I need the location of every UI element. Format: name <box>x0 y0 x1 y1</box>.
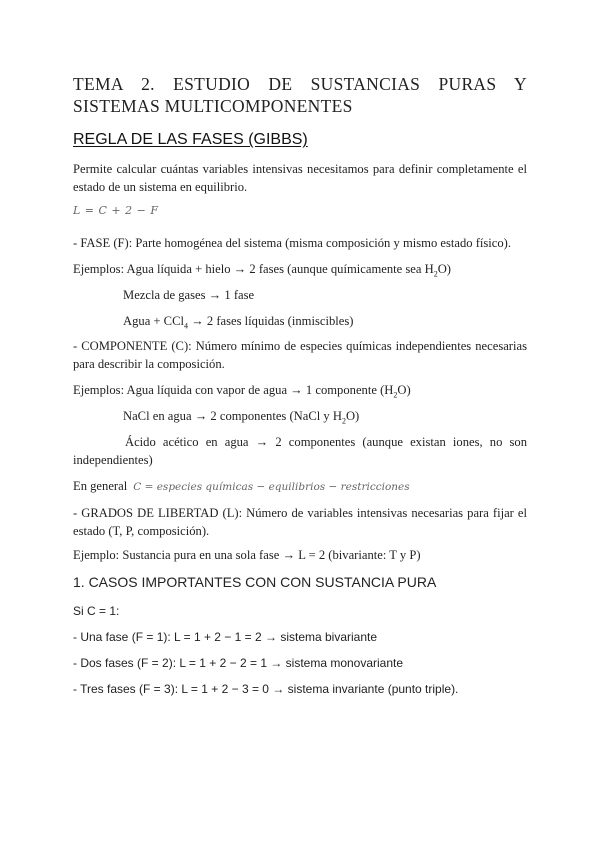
intro-paragraph: Permite calcular cuántas variables intensivas necesitamos para definir completamente el estado de un sistema en equilibrio. <box>73 162 527 194</box>
case-three-phases: - Tres fases (F = 3): L = 1 + 2 − 3 = 0 → sistema invariante (punto triple). <box>73 682 459 696</box>
subscript: 4 <box>183 321 188 331</box>
subscript: 2 <box>393 390 398 400</box>
componente-example-2-suffix: O) <box>345 409 360 423</box>
fase-example-3-suffix: → 2 fases líquidas (inmiscibles) <box>187 314 354 328</box>
section-1-title: 1. CASOS IMPORTANTES CON CON SUSTANCIA PURA <box>73 574 437 590</box>
section-1-condition: Si C = 1: <box>73 604 120 618</box>
componente-definition: - COMPONENTE (C): Número mínimo de especies químicas independientes necesarias para describir la composición. <box>73 339 527 371</box>
componente-example-2-text: NaCl en agua → 2 componentes (NaCl y H <box>123 409 342 423</box>
document-title: TEMA 2. ESTUDIO DE SUSTANCIAS PURAS Y SISTEMAS MULTICOMPONENTES <box>73 74 527 116</box>
componente-example-1-suffix: O) <box>397 383 411 397</box>
libertad-definition: - GRADOS DE LIBERTAD (L): Número de variables intensivas necesarias para fijar el estado (T, P, composición). <box>73 506 527 538</box>
libertad-example: Ejemplo: Sustancia pura en una sola fase → L = 2 (bivariante: T y P) <box>73 548 421 562</box>
componente-general <box>73 477 527 496</box>
fase-example-1-suffix: O) <box>437 262 451 276</box>
componente-example-1-text: Ejemplos: Agua líquida con vapor de agua → 1 componente (H <box>73 383 394 397</box>
fase-example-3 <box>123 312 527 330</box>
componente-example-1 <box>73 381 527 399</box>
case-one-phase: - Una fase (F = 1): L = 1 + 2 − 1 = 2 → sistema bivariante <box>73 630 378 644</box>
subscript: 2 <box>341 416 346 426</box>
case-two-phases: - Dos fases (F = 2): L = 1 + 2 − 2 = 1 → sistema monovariante <box>73 656 404 670</box>
fase-example-2: Mezcla de gases → 1 fase <box>123 288 255 302</box>
gibbs-formula: L = C + 2 − F <box>73 204 159 217</box>
fase-definition: - FASE (F): Parte homogénea del sistema (misma composición y mismo estado físico). <box>73 236 512 250</box>
general-label: En general <box>73 479 128 493</box>
componente-example-2 <box>123 407 527 425</box>
fase-example-1 <box>73 260 527 278</box>
componente-example-3: Ácido acético en agua → 2 componentes (aunque existan iones, no son independientes) <box>73 435 527 467</box>
general-formula: C = especies químicas − equilibrios − restricciones <box>133 481 410 493</box>
fase-example-3-text: Agua + CCl <box>123 314 184 328</box>
section-heading-gibbs: REGLA DE LAS FASES (GIBBS) <box>73 131 308 148</box>
fase-example-1-text: Ejemplos: Agua líquida + hielo → 2 fases (aunque químicamente sea H <box>73 262 434 276</box>
subscript: 2 <box>433 269 438 279</box>
